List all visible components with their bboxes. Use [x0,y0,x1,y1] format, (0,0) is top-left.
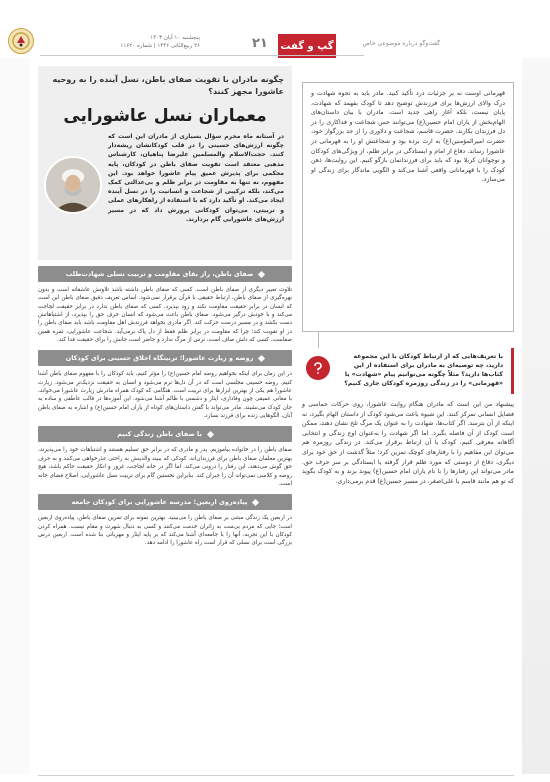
section-subtitle: گفت‌وگو درباره موضوعی خاص [362,40,440,47]
issue-date: پنجشنبه ۱۰ آبان ۱۴۰۳ [150,35,200,41]
section-body: صفای باطن را در خانواده بیاموزیم. پدر و مادری که در برابر حق تسلیم هستند و اشتباهات خود را می‌پذیرند، بهترین معلمان صفای باطن برای فرزندان‌اند. کودکی که ببیند والدینش به راحتی عذرخواهی می‌کنند و به حرف حق گوش می‌دهند، این رفتار را درونی می‌کند. اما اگر در خانه لجاجت، غرور و انکار حقیقت حاکم باشد، هیچ روضه و کلاسی نمی‌تواند آن را جبران کند. بنابراین نخستین گام برای تربیت نسل عاشورایی، اصلاح فضای خانه است. [38,447,292,487]
main-article [38,66,292,774]
box-connector [318,332,319,348]
header-divider [40,55,364,56]
footer-divider [38,775,514,776]
section-heading-text: با صفای باطن زندگی کنیم [117,430,202,439]
section-body: در اربعین یک زندگی مبتنی بر صفای باطن را می‌بینید. بهترین نمونه برای تمرین صفای باطن، پیاده‌روی اربعین است؛ جایی که مردم بی‌منت به زائران خدمت می‌کنند و کسی به دنبال شهرت و مقام نیست. همراه کردن کودکان با این تجربه، آنها را با جامعه‌ای آشنا می‌کند که بر پایه ایثار و مهربانی بنا شده است. اربعین درس بزرگی است برای نسلی که قرار است راه عاشورا را ادامه دهد. [38,515,292,547]
section-heading [38,426,292,442]
question-text: با تعریف‌هایی که از ارتباط کودکان با این مجموعه دارید، چه توصیه‌ای به مادران برای استفاده از این کتاب‌ها دارید؟ مثلاً چگونه می‌توانیم پیام «شهادت» یا «قهرمانی» را در زندگی روزمره کودکان جاری کنیم؟ [344,353,503,387]
diamond-icon [258,270,265,277]
article-lead-box [38,66,292,260]
section-heading [38,494,292,510]
article-headline: معماران نسل عاشورایی [63,106,267,126]
section-heading [38,266,292,282]
left-margin [0,58,30,774]
sidebar-quote-box [302,82,514,332]
section-body: در این زمان برای اینکه بخواهیم روضه امام حسین(ع) را مؤثر کنیم، باید کودکان را با مفهوم صفای باطن آشنا کنیم. روضه حسینی مجلسی است که در آن دل‌ها نرم می‌شود و انسان به حقیقت نزدیک‌تر می‌شود. زیارت عاشورا هم یکی از بهترین ابزارها برای تربیت است. هنگامی که کودک همراه مادرش زیارت عاشورا می‌خواند، با معانی عمیقی چون وفاداری، ایثار و دشمنی با ظالم آشنا می‌شود. این آموزه‌ها در قالب عاطفی و ساده به جان کودک می‌نشیند. مادر می‌تواند با گفتن داستان‌های کوتاه از یاران امام حسین(ع) و اشاره به صفای باطن آنان، الگوهایی زنده برای فرزند بسازد. [38,371,292,420]
answer-text: پیشنهاد من این است که مادران هنگام روایت عاشورا، روی حرکات حماسی و فضایل انسانی تمرکز کنند. این شیوه باعث می‌شود کودک از داستان الهام بگیرد، نه اینکه از آن بترسد. اگر کتاب‌ها، شهادت را به عنوان یک مرگ تلخ نشان دهند، ممکن است کودک از آن فاصله بگیرد. اما اگر شهادت را به‌عنوان اوج زندگی و انتخابی آگاهانه معرفی کنیم، کودک با آن ارتباط برقرار می‌کند. در زندگی روزمره هم می‌توان این مفاهیم را با رفتارهای کوچک تمرین کرد؛ مثلاً گذشت از حق خود برای دیگری، دفاع از دوستی که مورد ظلم قرار گرفته یا ایستادگی بر سر حرف حق. مادر می‌تواند این رفتارها را با نام یاران امام حسین(ع) پیوند بزند و به کودک بگوید که تو هم مانند قاسم یا علی‌اصغر، در مسیر حسین(ع) قدم برمی‌داری. [302,401,514,485]
section-heading [38,350,292,366]
section-heading-text: روضه و زیارت عاشورا؛ تربیتگاه اخلاق حسینی برای کودکان [65,354,254,363]
interviewee-portrait [44,156,102,214]
diamond-icon [252,499,259,506]
sidebar-quote: قهرمانی اوست نه بر جزئیات درد تأکید کنید. مادر باید به نحوه شهادت و درک والای ارزش‌ها برای فرزندش توضیح دهد تا کودک بفهمد که شهادت، پایان نیست، بلکه آغاز راهی جدید است. مادران با بیان داستان‌های الهام‌بخش از یاران امام حسین(ع) می‌توانند حس شجاعت و فداکاری را در دل فرزندان بکارند. حضرت قاسم، شجاعت و دلاوری را از جد بزرگوار خود، حضرت امیرالمؤمنین(ع) به ارث برده بود و شجاعتش او را به قهرمانی در عاشورا رساند. دفاع از امام و ایستادگی در برابر ظلم، از ویژگی‌های کودکان و نوجوانان کربلا بود که باید برای فرزندانمان بازگو کنیم. این روایت‌ها، ذهن کودک را با قهرمانانی واقعی آشنا می‌کند و الگویی ماندگار برای زندگی او می‌سازد. [311,90,505,184]
question-icon [306,356,330,380]
diamond-icon [258,355,265,362]
issue-number: ۲۶ ربیع‌الثانی ۱۴۴۶ | شماره ۱۱۶۲۰ [120,43,200,49]
article-kicker: چگونه مادران با تقویت صفای باطن، نسل آینده را به روحیه عاشورا مجهز کنند؟ [52,75,284,96]
section-body: تلاوت تعبیر دیگری از صفای باطن است. کسی که صفای باطن داشته باشد تلاوتش عاشقانه است و بدون بهره‌گیری از صفای باطن، ارتباط حقیقی با قرآن برقرار نمی‌شود. اساس تعریف دقیق صفای باطن این است که انسان در برابر حقیقت مقاومت نکند و زود بپذیرد. کسی که صفای باطن ندارد در برابر حقیقت لجاجت می‌کند و با خودش درگیر می‌شود. صفای باطن باعث می‌شود که انسان حرف حق را بپذیرد، از اشتباهاتش دست بکشد و در مسیر درست حرکت کند. اگر مادری بخواهد فرزندش اهل مقاومت باشد باید صفای باطن را در او تقویت کند؛ چرا که مقاومت در برابر ظلم فقط از دل پاک برمی‌آید. شجاعت عاشورایی، ثمره همین صفاست. کسی که دلش صاف است، ترس از مرگ ندارد و حاضر است جانش را برای حقیقت فدا کند. [38,287,292,344]
sidebar-column [302,66,514,774]
right-margin-strip [522,58,550,774]
section-label: گپ و گفت [278,34,336,58]
issue-info [40,34,200,50]
publication-logo-icon [8,28,34,54]
section-heading-text: صفای باطن، راز بقای مقاومت و تربیت نسلی شهادت‌طلب [65,270,254,278]
section-heading-text: پیاده‌روی اربعین؛ مدرسه عاشورایی برای کودکان جامعه [71,498,248,507]
article-intro: در آستانه ماه محرم سؤال بسیاری از مادران این است که چگونه ارزش‌های حسینی را در قلب کودکانشان ریشه‌دار کنند. حجت‌الاسلام والمسلمین علیرضا پناهیان، کارشناس مذهبی معتقد است تقویت صفای باطن در کودکان، پایه محکمی برای پذیرش عمیق پیام عاشورا خواهد بود. این مفهوم، نه تنها به مقاومت در برابر ظلم و بی‌عدالتی کمک می‌کند، بلکه ترکیبی از شجاعت و انسانیت را در نسل آینده ایجاد می‌کند. او تأکید دارد که با استفاده از راهکارهای عملی و تربیتی، می‌توان کودکانی پرورش داد که در مسیر ارزش‌های عاشورایی گام بردارند. [108,133,284,223]
diamond-icon [207,431,214,438]
page-number: ۲۱ [252,36,268,51]
page-header [0,0,550,58]
question-box [302,348,514,394]
